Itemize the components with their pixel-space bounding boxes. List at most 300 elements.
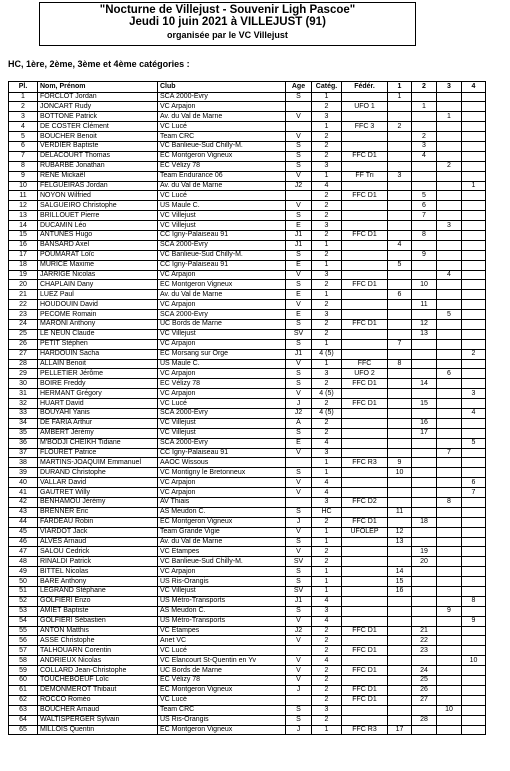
cell-club: VC Villejust [158, 329, 286, 339]
cell-cat1 [388, 438, 412, 448]
cell-age: S [286, 161, 312, 171]
cell-cat1 [388, 636, 412, 646]
cell-cat3 [437, 240, 462, 250]
column-header-cat1: 1 [388, 82, 412, 93]
cell-cat1 [388, 161, 412, 171]
cell-cat2 [412, 507, 437, 517]
cell-cat3 [437, 379, 462, 389]
cell-cat2: 7 [412, 211, 437, 221]
cell-age [286, 458, 312, 468]
cell-name: GAUTRET Willy [38, 488, 158, 498]
cell-club: Av. du Val de Marne [158, 537, 286, 547]
cell-cat1 [388, 498, 412, 508]
cell-club: US Maule C. [158, 359, 286, 369]
cell-club: UC Bords de Marne [158, 319, 286, 329]
cell-cat1: 8 [388, 359, 412, 369]
cell-place: 31 [9, 389, 38, 399]
cell-age: S [286, 151, 312, 161]
cell-place: 24 [9, 319, 38, 329]
cell-place: 34 [9, 418, 38, 428]
cell-cat1: 13 [388, 537, 412, 547]
cell-federation: FFC D2 [342, 498, 388, 508]
table-row [9, 507, 486, 517]
cell-federation [342, 715, 388, 725]
cell-federation [342, 250, 388, 260]
cell-cat3: 7 [437, 448, 462, 458]
cell-place: 14 [9, 221, 38, 231]
cell-name: ANTON Matthis [38, 626, 158, 636]
cell-club: CC Igny-Palaiseau 91 [158, 448, 286, 458]
table-row [9, 695, 486, 705]
cell-federation [342, 310, 388, 320]
cell-cat3 [437, 181, 462, 191]
cell-federation: FFC D1 [342, 646, 388, 656]
cell-name: HARDOUIN Sacha [38, 349, 158, 359]
table-row [9, 300, 486, 310]
cell-cat4 [462, 310, 486, 320]
cell-cat3 [437, 211, 462, 221]
cell-cat2: 21 [412, 626, 437, 636]
cell-cat2 [412, 448, 437, 458]
cell-cat1 [388, 151, 412, 161]
cell-name: NOYON Wilfried [38, 191, 158, 201]
cell-club: VC Arpajon [158, 478, 286, 488]
cell-name: ASSE Christophe [38, 636, 158, 646]
cell-cat3 [437, 329, 462, 339]
cell-place: 22 [9, 300, 38, 310]
cell-club: VC Montigny le Bretonneux [158, 468, 286, 478]
cell-cat2 [412, 310, 437, 320]
cell-federation: FFC 3 [342, 122, 388, 132]
cell-club: US Maule C. [158, 201, 286, 211]
cell-federation [342, 596, 388, 606]
cell-cat1 [388, 418, 412, 428]
cell-category: 1 [312, 240, 342, 250]
cell-category: 4 (5) [312, 389, 342, 399]
cell-age: J2 [286, 181, 312, 191]
table-row [9, 685, 486, 695]
cell-place: 2 [9, 102, 38, 112]
cell-category: 3 [312, 369, 342, 379]
cell-federation [342, 339, 388, 349]
cell-cat3 [437, 339, 462, 349]
cell-category: 3 [312, 606, 342, 616]
cell-place: 33 [9, 409, 38, 419]
cell-cat1 [388, 399, 412, 409]
cell-club: VC Elancourt St-Quentin en Yv [158, 656, 286, 666]
cell-federation: FFC D1 [342, 517, 388, 527]
cell-federation [342, 488, 388, 498]
cell-cat1 [388, 102, 412, 112]
cell-age: E [286, 221, 312, 231]
cell-cat3: 9 [437, 606, 462, 616]
cell-cat2 [412, 409, 437, 419]
cell-age: S [286, 319, 312, 329]
cell-cat4 [462, 448, 486, 458]
table-row [9, 656, 486, 666]
cell-cat4 [462, 458, 486, 468]
cell-cat3: 10 [437, 705, 462, 715]
cell-place: 36 [9, 438, 38, 448]
cell-place: 28 [9, 359, 38, 369]
cell-club: VC Arpajon [158, 270, 286, 280]
cell-cat2 [412, 339, 437, 349]
cell-cat3: 3 [437, 221, 462, 231]
column-header-cat3: 3 [437, 82, 462, 93]
cell-place: 18 [9, 260, 38, 270]
cell-club: Av. du Val de Marne [158, 290, 286, 300]
cell-name: SALOU Cedrick [38, 547, 158, 557]
table-row [9, 191, 486, 201]
cell-name: GOLFIERI Sébastien [38, 616, 158, 626]
cell-name: DE COSTER Clément [38, 122, 158, 132]
cell-cat4 [462, 280, 486, 290]
results-table [8, 81, 486, 735]
column-header-age: Age [286, 82, 312, 93]
cell-age: V [286, 171, 312, 181]
cell-cat2 [412, 527, 437, 537]
cell-age: J2 [286, 626, 312, 636]
cell-cat1: 16 [388, 587, 412, 597]
table-row [9, 705, 486, 715]
cell-cat1: 2 [388, 122, 412, 132]
cell-place: 5 [9, 132, 38, 142]
cell-age: S [286, 141, 312, 151]
cell-age: S [286, 379, 312, 389]
cell-place: 43 [9, 507, 38, 517]
cell-cat4 [462, 498, 486, 508]
cell-cat3 [437, 122, 462, 132]
cell-cat3 [437, 438, 462, 448]
cell-cat1 [388, 409, 412, 419]
cell-cat2 [412, 181, 437, 191]
cell-category: 2 [312, 141, 342, 151]
cell-club: AAOC Wissous [158, 458, 286, 468]
cell-club: VC Banlieue-Sud Chilly-M. [158, 557, 286, 567]
table-row [9, 428, 486, 438]
cell-cat2: 18 [412, 517, 437, 527]
cell-cat3 [437, 359, 462, 369]
cell-cat4 [462, 587, 486, 597]
cell-cat4 [462, 507, 486, 517]
cell-cat1 [388, 230, 412, 240]
cell-cat2: 16 [412, 418, 437, 428]
title-box [39, 2, 416, 46]
cell-cat1 [388, 488, 412, 498]
cell-club: EC Vélizy 78 [158, 161, 286, 171]
cell-age: J1 [286, 596, 312, 606]
cell-cat4 [462, 705, 486, 715]
cell-category: 4 (5) [312, 409, 342, 419]
cell-age: V [286, 547, 312, 557]
cell-cat1 [388, 181, 412, 191]
cell-name: BOIRE Freddy [38, 379, 158, 389]
cell-federation [342, 557, 388, 567]
race-date-location: Jeudi 10 juin 2021 à VILLEJUST (91) [129, 16, 326, 28]
cell-name: JONCART Rudy [38, 102, 158, 112]
cell-cat2 [412, 725, 437, 735]
cell-cat2 [412, 221, 437, 231]
cell-place: 10 [9, 181, 38, 191]
cell-cat1: 5 [388, 260, 412, 270]
cell-cat2 [412, 349, 437, 359]
cell-cat4 [462, 240, 486, 250]
cell-name: VALLAR David [38, 478, 158, 488]
cell-place: 54 [9, 616, 38, 626]
cell-category: 4 [312, 656, 342, 666]
cell-federation [342, 141, 388, 151]
cell-cat3 [437, 537, 462, 547]
cell-federation [342, 507, 388, 517]
cell-category: 2 [312, 399, 342, 409]
cell-cat2 [412, 438, 437, 448]
cell-club: VC Banlieue-Sud Chilly-M. [158, 250, 286, 260]
cell-cat4 [462, 201, 486, 211]
cell-place: 45 [9, 527, 38, 537]
cell-federation: FFC D1 [342, 230, 388, 240]
cell-cat3: 1 [437, 112, 462, 122]
cell-category: 1 [312, 339, 342, 349]
table-row [9, 141, 486, 151]
cell-category: 3 [312, 498, 342, 508]
cell-place: 48 [9, 557, 38, 567]
cell-name: BOTTONE Patrick [38, 112, 158, 122]
cell-cat2 [412, 369, 437, 379]
cell-place: 40 [9, 478, 38, 488]
cell-cat2 [412, 468, 437, 478]
cell-federation [342, 547, 388, 557]
cell-age: J1 [286, 240, 312, 250]
cell-place: 32 [9, 399, 38, 409]
cell-club: VC Arpajon [158, 567, 286, 577]
cell-cat2: 15 [412, 399, 437, 409]
cell-cat2: 4 [412, 151, 437, 161]
cell-cat2 [412, 122, 437, 132]
table-row [9, 468, 486, 478]
table-row [9, 92, 486, 102]
cell-place: 60 [9, 676, 38, 686]
cell-cat2 [412, 478, 437, 488]
cell-category: 2 [312, 685, 342, 695]
cell-cat2: 25 [412, 676, 437, 686]
cell-cat1 [388, 141, 412, 151]
cell-cat1: 7 [388, 339, 412, 349]
cell-cat4 [462, 339, 486, 349]
cell-age: J [286, 517, 312, 527]
cell-age: S [286, 369, 312, 379]
cell-club: US Ris-Orangis [158, 577, 286, 587]
cell-federation: FFC D1 [342, 685, 388, 695]
cell-club: VC Arpajon [158, 102, 286, 112]
cell-place: 6 [9, 141, 38, 151]
column-header-cat4: 4 [462, 82, 486, 93]
cell-place: 12 [9, 201, 38, 211]
cell-federation [342, 448, 388, 458]
cell-cat1 [388, 478, 412, 488]
cell-cat1 [388, 300, 412, 310]
cell-name: COLLARD Jean-Christophe [38, 666, 158, 676]
table-row [9, 260, 486, 270]
cell-cat3 [437, 191, 462, 201]
cell-name: RUBARBE Jonathan [38, 161, 158, 171]
cell-federation [342, 577, 388, 587]
table-row [9, 319, 486, 329]
cell-cat3 [437, 458, 462, 468]
cell-cat1: 1 [388, 92, 412, 102]
cell-cat1 [388, 221, 412, 231]
cell-name: M'BODJI CHEIKH Tidiane [38, 438, 158, 448]
cell-category: 3 [312, 270, 342, 280]
cell-cat1: 14 [388, 567, 412, 577]
table-row [9, 725, 486, 735]
cell-cat1 [388, 349, 412, 359]
cell-cat4 [462, 211, 486, 221]
table-row [9, 181, 486, 191]
table-row [9, 230, 486, 240]
cell-category: 2 [312, 191, 342, 201]
cell-category: 1 [312, 468, 342, 478]
cell-cat2 [412, 240, 437, 250]
cell-place: 16 [9, 240, 38, 250]
cell-cat4 [462, 319, 486, 329]
cell-place: 61 [9, 685, 38, 695]
cell-cat1 [388, 280, 412, 290]
cell-age: E [286, 438, 312, 448]
cell-cat3 [437, 201, 462, 211]
cell-cat2: 19 [412, 547, 437, 557]
cell-cat2: 11 [412, 300, 437, 310]
cell-cat3 [437, 260, 462, 270]
cell-category: 4 [312, 478, 342, 488]
cell-category: 2 [312, 300, 342, 310]
cell-cat2: 1 [412, 102, 437, 112]
cell-age: V [286, 389, 312, 399]
cell-club: Av. du Val de Marne [158, 181, 286, 191]
cell-category: 3 [312, 221, 342, 231]
cell-cat3 [437, 626, 462, 636]
table-row [9, 498, 486, 508]
cell-category: 2 [312, 547, 342, 557]
cell-cat1 [388, 132, 412, 142]
cell-age: S [286, 567, 312, 577]
cell-federation [342, 705, 388, 715]
table-header-row [9, 82, 486, 93]
cell-cat3: 5 [437, 310, 462, 320]
cell-age [286, 695, 312, 705]
table-row [9, 587, 486, 597]
cell-category: 2 [312, 329, 342, 339]
cell-age [286, 102, 312, 112]
column-header-category: Catég. [312, 82, 342, 93]
cell-cat4 [462, 636, 486, 646]
table-row [9, 577, 486, 587]
cell-club: VC Arpajon [158, 488, 286, 498]
cell-age: S [286, 715, 312, 725]
cell-club: VC Arpajon [158, 389, 286, 399]
cell-age: S [286, 211, 312, 221]
table-row [9, 310, 486, 320]
cell-club: CC Igny-Palaiseau 91 [158, 260, 286, 270]
cell-cat3 [437, 517, 462, 527]
table-row [9, 102, 486, 112]
cell-cat2 [412, 260, 437, 270]
cell-cat4: 2 [462, 349, 486, 359]
cell-category: 3 [312, 112, 342, 122]
cell-name: DURAND Christophe [38, 468, 158, 478]
cell-place: 35 [9, 428, 38, 438]
cell-club: VC Arpajon [158, 339, 286, 349]
cell-cat3 [437, 715, 462, 725]
cell-cat4: 8 [462, 596, 486, 606]
cell-cat2 [412, 389, 437, 399]
cell-category: 1 [312, 537, 342, 547]
cell-cat1 [388, 201, 412, 211]
cell-place: 64 [9, 715, 38, 725]
cell-age: V [286, 132, 312, 142]
cell-federation: FFC D1 [342, 666, 388, 676]
table-row [9, 596, 486, 606]
cell-place: 27 [9, 349, 38, 359]
cell-place: 29 [9, 369, 38, 379]
cell-name: CHAPLAIN Dany [38, 280, 158, 290]
cell-place: 15 [9, 230, 38, 240]
cell-cat2: 26 [412, 685, 437, 695]
cell-club: VC Lucé [158, 191, 286, 201]
cell-cat4 [462, 666, 486, 676]
cell-place: 7 [9, 151, 38, 161]
cell-cat1 [388, 685, 412, 695]
table-row [9, 122, 486, 132]
table-row [9, 329, 486, 339]
cell-name: VERDIER Baptiste [38, 141, 158, 151]
cell-cat1 [388, 329, 412, 339]
cell-category: 1 [312, 92, 342, 102]
cell-federation [342, 428, 388, 438]
cell-cat2 [412, 488, 437, 498]
cell-cat3 [437, 92, 462, 102]
cell-cat2 [412, 161, 437, 171]
cell-cat3 [437, 478, 462, 488]
cell-club: VC Lucé [158, 122, 286, 132]
cell-category: 1 [312, 359, 342, 369]
table-row [9, 448, 486, 458]
cell-name: AMBERT Jérémy [38, 428, 158, 438]
cell-name: ANDRIEUX Nicolas [38, 656, 158, 666]
table-row [9, 369, 486, 379]
cell-cat1: 10 [388, 468, 412, 478]
cell-cat4 [462, 102, 486, 112]
cell-club: AV Thiais [158, 498, 286, 508]
cell-category: 4 [312, 596, 342, 606]
cell-name: RINALDI Patrick [38, 557, 158, 567]
cell-cat3 [437, 399, 462, 409]
cell-cat1: 9 [388, 458, 412, 468]
cell-name: TOUCHEBOEUF Loïc [38, 676, 158, 686]
cell-category: 2 [312, 428, 342, 438]
cell-federation [342, 438, 388, 448]
cell-cat3 [437, 656, 462, 666]
cell-cat2: 24 [412, 666, 437, 676]
section-title: HC, 1ère, 2ème, 3ème et 4ème catégories : [8, 59, 190, 69]
cell-cat1 [388, 319, 412, 329]
cell-federation [342, 478, 388, 488]
cell-cat3 [437, 587, 462, 597]
cell-cat1 [388, 310, 412, 320]
cell-cat4 [462, 151, 486, 161]
table-row [9, 359, 486, 369]
cell-cat4 [462, 606, 486, 616]
cell-cat3: 2 [437, 161, 462, 171]
